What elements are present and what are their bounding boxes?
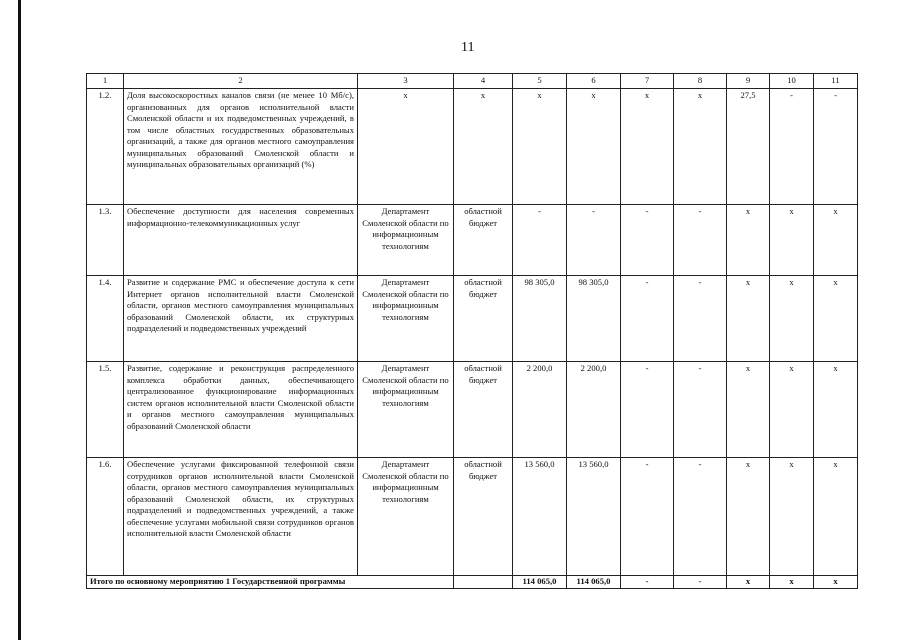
cell-col11: - <box>814 89 858 205</box>
cell-col10: - <box>770 89 814 205</box>
column-header: 8 <box>674 74 727 89</box>
cell-col6: х <box>567 89 621 205</box>
cell-col5: 2 200,0 <box>513 362 567 458</box>
column-header: 2 <box>124 74 358 89</box>
row-source: областной бюджет <box>454 276 513 362</box>
row-executor: Департамент Смоленской области по информационным технологиям <box>358 362 454 458</box>
row-executor: Департамент Смоленской области по информационным технологиям <box>358 276 454 362</box>
cell-col7: - <box>621 458 674 576</box>
cell-col8: - <box>674 362 727 458</box>
row-number: 1.4. <box>87 276 124 362</box>
row-executor: Департамент Смоленской области по информационным технологиям <box>358 458 454 576</box>
cell-col8: - <box>674 276 727 362</box>
total-col7: - <box>621 576 674 589</box>
cell-col7: - <box>621 276 674 362</box>
column-header: 5 <box>513 74 567 89</box>
row-source: х <box>454 89 513 205</box>
cell-col10: х <box>770 362 814 458</box>
cell-col10: х <box>770 205 814 276</box>
table-row <box>87 205 858 276</box>
cell-col8: - <box>674 458 727 576</box>
cell-col5: 13 560,0 <box>513 458 567 576</box>
row-source: областной бюджет <box>454 362 513 458</box>
total-col11: х <box>814 576 858 589</box>
cell-col11: х <box>814 205 858 276</box>
cell-col6: 2 200,0 <box>567 362 621 458</box>
row-source: областной бюджет <box>454 205 513 276</box>
table-row <box>87 458 858 576</box>
cell-col9: х <box>727 362 770 458</box>
cell-col6: - <box>567 205 621 276</box>
cell-col8: х <box>674 89 727 205</box>
column-header: 11 <box>814 74 858 89</box>
cell-col8: - <box>674 205 727 276</box>
column-header: 10 <box>770 74 814 89</box>
column-header: 9 <box>727 74 770 89</box>
column-header: 3 <box>358 74 454 89</box>
cell-col11: х <box>814 276 858 362</box>
total-row <box>87 576 858 589</box>
total-col6: 114 065,0 <box>567 576 621 589</box>
row-executor: х <box>358 89 454 205</box>
row-number: 1.3. <box>87 205 124 276</box>
cell-col7: х <box>621 89 674 205</box>
table-row <box>87 362 858 458</box>
total-label: Итого по основному мероприятию 1 Государственной программы <box>87 576 454 589</box>
table-row <box>87 276 858 362</box>
cell-col9: х <box>727 276 770 362</box>
cell-col7: - <box>621 205 674 276</box>
cell-col6: 13 560,0 <box>567 458 621 576</box>
row-number: 1.6. <box>87 458 124 576</box>
column-header: 7 <box>621 74 674 89</box>
cell-col6: 98 305,0 <box>567 276 621 362</box>
page-number: 11 <box>461 40 475 55</box>
total-col8: - <box>674 576 727 589</box>
column-header: 1 <box>87 74 124 89</box>
table-row <box>87 89 858 205</box>
cell-col10: х <box>770 276 814 362</box>
row-description: Обеспечение доступности для населения современных информационно-телекоммуникационных услуг <box>124 205 358 276</box>
row-description: Развитие и содержание РМС и обеспечение доступа к сети Интернет органов исполнительной власти Смоленской области, органов местного самоуправления муниципальных образований Смоленской области, их структурных подразделений и подведомственных учреждений <box>124 276 358 362</box>
cell-col5: 98 305,0 <box>513 276 567 362</box>
column-header: 6 <box>567 74 621 89</box>
total-source <box>454 576 513 589</box>
column-number-row <box>87 74 858 89</box>
cell-col11: х <box>814 362 858 458</box>
row-number: 1.2. <box>87 89 124 205</box>
page-margin-line <box>18 0 21 640</box>
cell-col11: х <box>814 458 858 576</box>
total-col5: 114 065,0 <box>513 576 567 589</box>
row-source: областной бюджет <box>454 458 513 576</box>
cell-col10: х <box>770 458 814 576</box>
row-description: Развитие, содержание и реконструкция распределенного комплекса обработки данных, обеспечивающего централизованное функционирование информационных систем органов исполнительной власти Смоленской области и органов местного самоуправления муниципальных образований Смоленской области <box>124 362 358 458</box>
program-table <box>86 73 858 589</box>
cell-col5: х <box>513 89 567 205</box>
cell-col9: х <box>727 458 770 576</box>
total-col9: х <box>727 576 770 589</box>
row-description: Обеспечение услугами фиксированной телефонной связи сотрудников органов исполнительной власти Смоленской области, органов местного самоуправления муниципальных образований Смоленской области, их структурных подразделений и подведомственных учреждений, а также обеспечение услугами мобильной связи сотрудников органов исполнительной власти Смоленской области <box>124 458 358 576</box>
row-description: Доля высокоскоростных каналов связи (не менее 10 Мб/с), организованных для органов исполнительной власти Смоленской области и их подведомственных учреждений, в том числе областных государственных образовательных организаций, а также для органов местного самоуправления муниципальных образований Смоленской области и муниципальных образовательных организаций (%) <box>124 89 358 205</box>
row-number: 1.5. <box>87 362 124 458</box>
cell-col7: - <box>621 362 674 458</box>
row-executor: Департамент Смоленской области по информационным технологиям <box>358 205 454 276</box>
cell-col9: х <box>727 205 770 276</box>
cell-col5: - <box>513 205 567 276</box>
column-header: 4 <box>454 74 513 89</box>
cell-col9: 27,5 <box>727 89 770 205</box>
total-col10: х <box>770 576 814 589</box>
